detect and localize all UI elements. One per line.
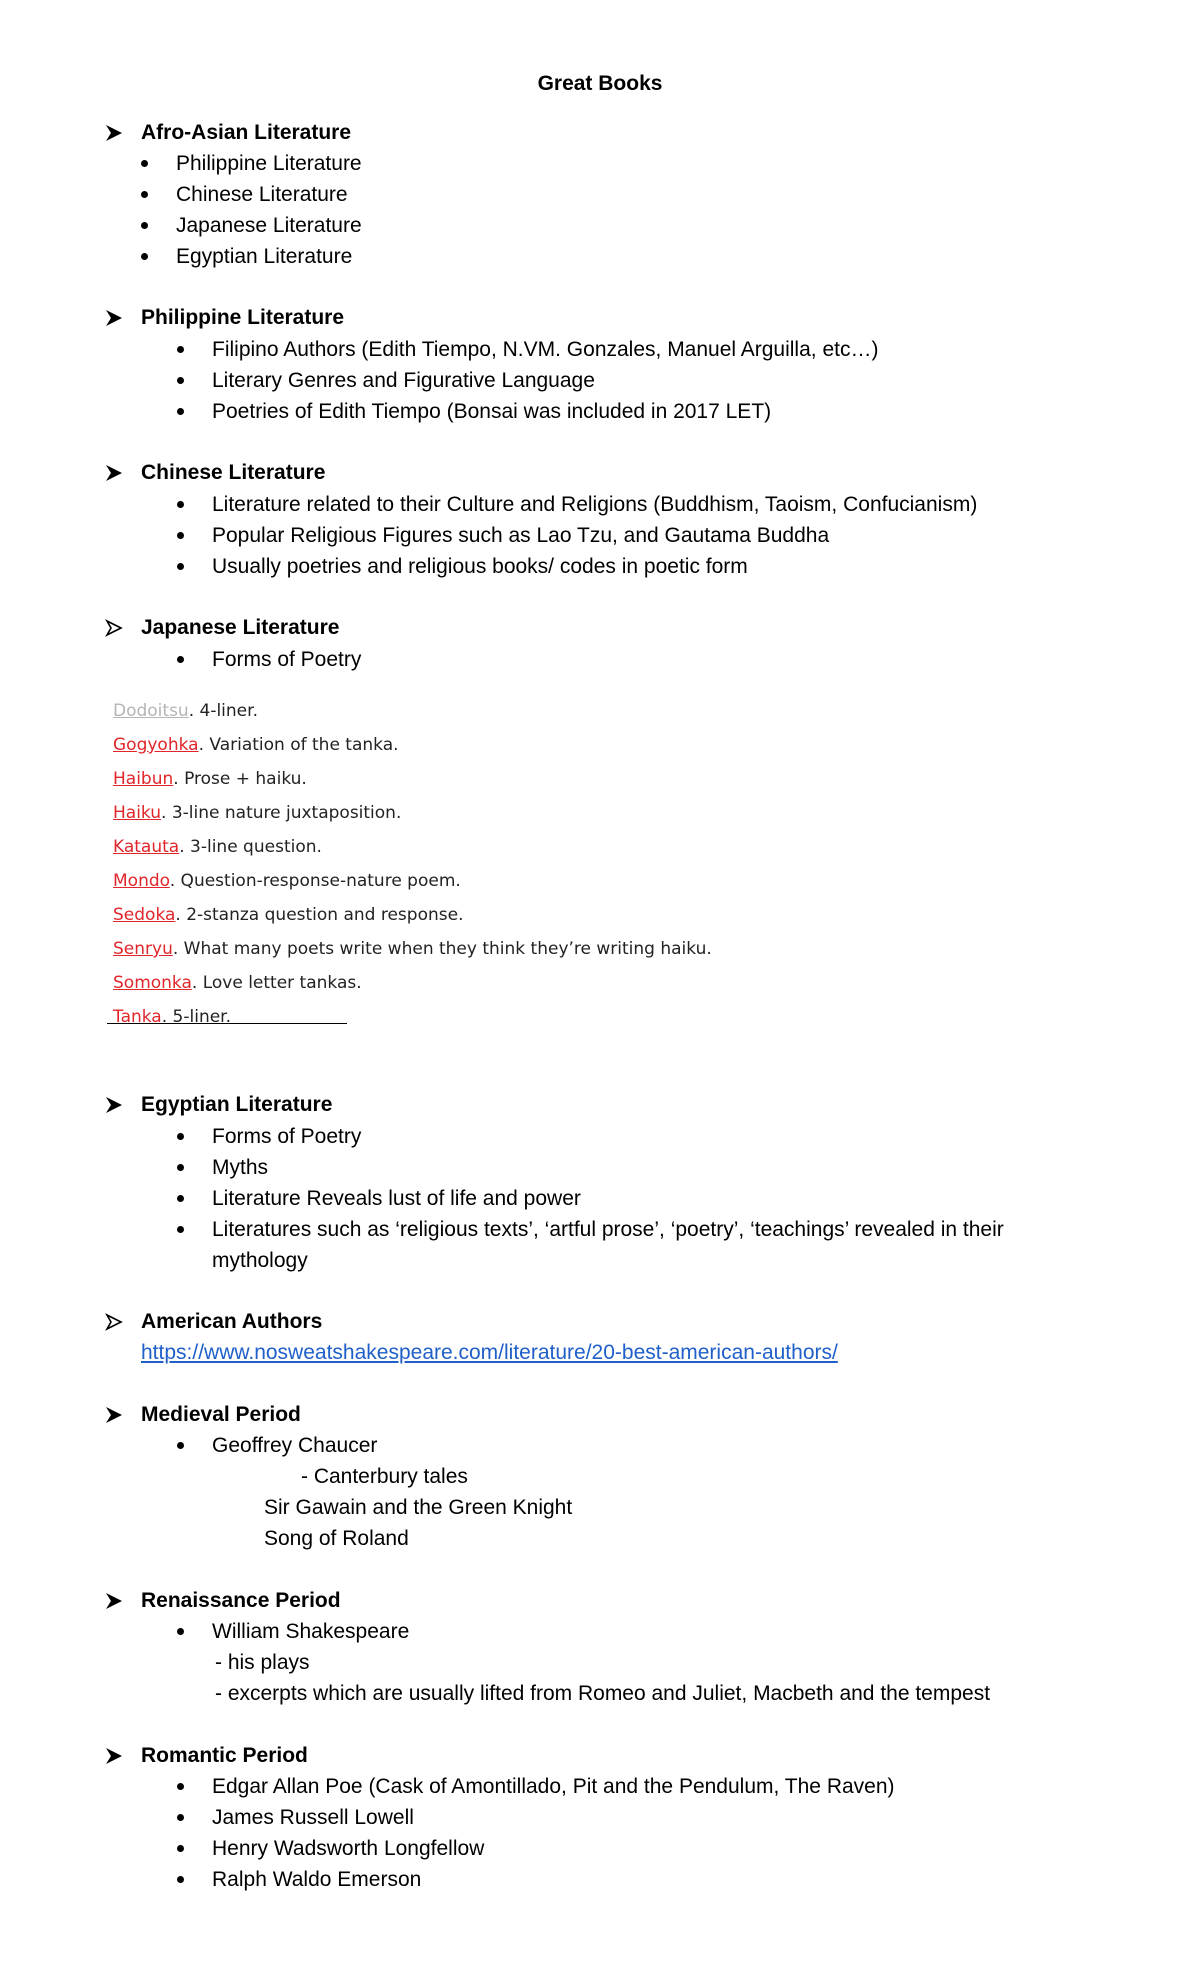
poetry-form-item: Gogyohka. Variation of the tanka. bbox=[113, 735, 399, 755]
bullet-dot-icon bbox=[177, 1876, 184, 1883]
poetry-form-link[interactable]: Tanka bbox=[113, 1007, 162, 1027]
sub-item: Sir Gawain and the Green Knight bbox=[264, 1496, 573, 1519]
arrowhead-icon bbox=[105, 1089, 125, 1120]
bullet-dot-icon bbox=[177, 1783, 184, 1790]
bullet-dot-icon bbox=[141, 222, 148, 229]
document-title: Great Books bbox=[537, 72, 663, 95]
arrowhead-icon bbox=[105, 302, 125, 333]
poetry-form-item: Haiku. 3-line nature juxtaposition. bbox=[113, 803, 402, 823]
arrowhead-icon bbox=[105, 1740, 125, 1771]
bullet-dot-icon bbox=[177, 1814, 184, 1821]
bullet-dot-icon bbox=[177, 1442, 184, 1449]
bullet-dot-icon bbox=[141, 160, 148, 167]
arrowhead-icon bbox=[105, 1306, 125, 1337]
bullet-dot-icon bbox=[177, 501, 184, 508]
poetry-form-item: Katauta. 3-line question. bbox=[113, 837, 322, 857]
bullet-dot-icon bbox=[177, 377, 184, 384]
bullet-dot-icon bbox=[177, 656, 184, 663]
poetry-form-link[interactable]: Mondo bbox=[113, 871, 170, 891]
poetry-form-item: Tanka. 5-liner. bbox=[113, 1007, 232, 1027]
bullet-dot-icon bbox=[177, 532, 184, 539]
poetry-form-item: Sedoka. 2-stanza question and response. bbox=[113, 905, 464, 925]
poetry-form-item: Mondo. Question-response-nature poem. bbox=[113, 871, 461, 891]
poetry-form-link[interactable]: Haibun bbox=[113, 769, 174, 789]
poetry-form-link[interactable]: Somonka bbox=[113, 973, 192, 993]
sub-item: - his plays bbox=[215, 1651, 310, 1674]
bullet-dot-icon bbox=[177, 1195, 184, 1202]
bullet-dot-icon bbox=[141, 191, 148, 198]
arrowhead-icon bbox=[105, 1585, 125, 1616]
bullet-dot-icon bbox=[177, 1226, 184, 1233]
arrowhead-icon bbox=[105, 1399, 125, 1430]
sub-item: Song of Roland bbox=[264, 1527, 409, 1550]
bullet-dot-icon bbox=[141, 253, 148, 260]
bullet-dot-icon bbox=[177, 563, 184, 570]
poetry-form-link[interactable]: Sedoka bbox=[113, 905, 176, 925]
poetry-form-item: Somonka. Love letter tankas. bbox=[113, 973, 362, 993]
arrowhead-icon bbox=[105, 612, 125, 643]
poetry-form-item: Haibun. Prose + haiku. bbox=[113, 769, 307, 789]
poetry-form-link[interactable]: Haiku bbox=[113, 803, 162, 823]
poetry-form-item: Dodoitsu. 4-liner. bbox=[113, 701, 258, 721]
poetry-form-link[interactable]: Dodoitsu bbox=[113, 701, 189, 721]
divider bbox=[107, 1023, 347, 1024]
bullet-dot-icon bbox=[177, 1133, 184, 1140]
bullet-dot-icon bbox=[177, 346, 184, 353]
sub-item: - Canterbury tales bbox=[301, 1465, 468, 1488]
poetry-form-link[interactable]: Katauta bbox=[113, 837, 180, 857]
sub-item: - excerpts which are usually lifted from Romeo and Juliet, Macbeth and the tempest bbox=[215, 1682, 991, 1705]
poetry-form-link[interactable]: Gogyohka bbox=[113, 735, 199, 755]
list-item-continuation: mythology bbox=[212, 1249, 308, 1272]
poetry-form-link[interactable]: Senryu bbox=[113, 939, 173, 959]
arrowhead-icon bbox=[105, 117, 125, 148]
arrowhead-icon bbox=[105, 457, 125, 488]
bullet-dot-icon bbox=[177, 1628, 184, 1635]
poetry-form-item: Senryu. What many poets write when they think they’re writing haiku. bbox=[113, 939, 712, 959]
bullet-dot-icon bbox=[177, 1845, 184, 1852]
american-authors-link[interactable]: https://www.nosweatshakespeare.com/literature/20-best-american-authors/ bbox=[141, 1341, 838, 1364]
bullet-dot-icon bbox=[177, 408, 184, 415]
bullet-dot-icon bbox=[177, 1164, 184, 1171]
